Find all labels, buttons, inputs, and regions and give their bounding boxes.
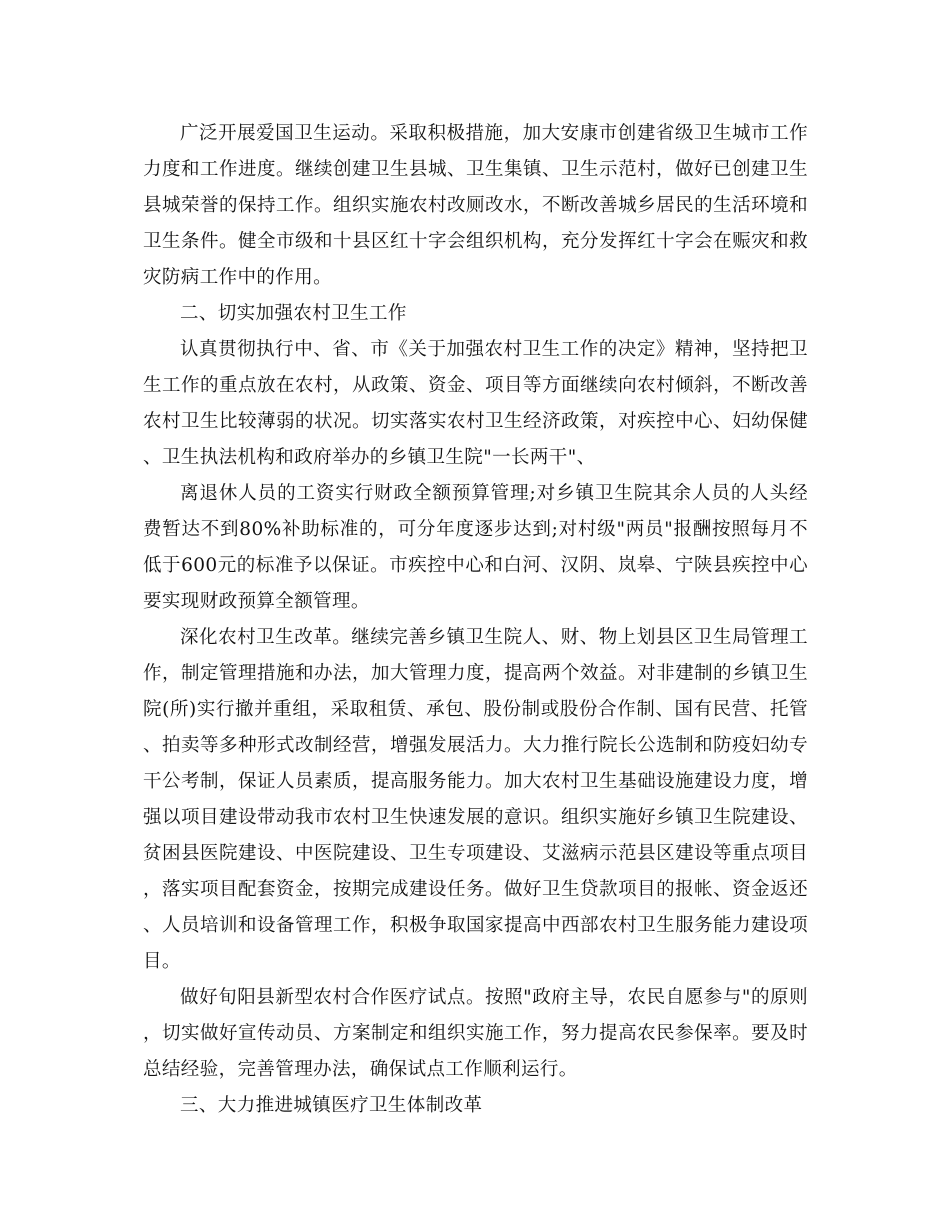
paragraph-cooperative-medical-pilot: 做好旬阳县新型农村合作医疗试点。按照"政府主导，农民自愿参与"的原则，切实做好宣传动员、方案制定和组织实施工作，努力提高农民参保率。要及时总结经验，完善管理办法，确保试点工作顺利运行。: [143, 987, 808, 1080]
section-heading-rural-health: 二、切实加强农村卫生工作: [180, 303, 407, 324]
paragraph-rural-health-decision: 认真贯彻执行中、省、市《关于加强农村卫生工作的决定》精神，坚持把卫生工作的重点放在农村，从政策、资金、项目等方面继续向农村倾斜，不断改善农村卫生比较薄弱的状况。切实落实农村卫生经济政策，对疾控中心、妇幼保健、卫生执法机构和政府举办的乡镇卫生院"一长两干"、: [143, 339, 808, 468]
document-body: [143, 116, 808, 1124]
section-heading-urban-health-reform: 三、大力推进城镇医疗卫生体制改革: [180, 1095, 483, 1116]
paragraph-patriotic-health-campaign: 广泛开展爱国卫生运动。采取积极措施，加大安康市创建省级卫生城市工作力度和工作进度。继续创建卫生县城、卫生集镇、卫生示范村，做好已创建卫生县城荣誉的保持工作。组织实施农村改厕改水，不断改善城乡居民的生活环境和卫生条件。健全市级和十县区红十字会组织机构，充分发挥红十字会在赈灾和救灾防病工作中的作用。: [143, 123, 808, 288]
paragraph-retiree-salary-funding: 离退休人员的工资实行财政全额预算管理;对乡镇卫生院其余人员的人头经费暂达不到80%补助标准的，可分年度逐步达到;对村级"两员"报酬按照每月不低于600元的标准予以保证。市疾控中心和白河、汉阴、岚皋、宁陕县疾控中心要实现财政预算全额管理。: [143, 483, 808, 612]
paragraph-rural-health-reform: 深化农村卫生改革。继续完善乡镇卫生院人、财、物上划县区卫生局管理工作，制定管理措施和办法，加大管理力度，提高两个效益。对非建制的乡镇卫生院(所)实行撤并重组，采取租赁、承包、股份制或股份合作制、国有民营、托管、拍卖等多种形式改制经营，增强发展活力。大力推行院长公选制和防疫妇幼专干公考制，保证人员素质，提高服务能力。加大农村卫生基础设施建设力度，增强以项目建设带动我市农村卫生快速发展的意识。组织实施好乡镇卫生院建设、贫困县医院建设、中医院建设、卫生专项建设、艾滋病示范县区建设等重点项目，落实项目配套资金，按期完成建设任务。做好卫生贷款项目的报帐、资金返还、人员培训和设备管理工作，积极争取国家提高中西部农村卫生服务能力建设项目。: [143, 627, 808, 972]
